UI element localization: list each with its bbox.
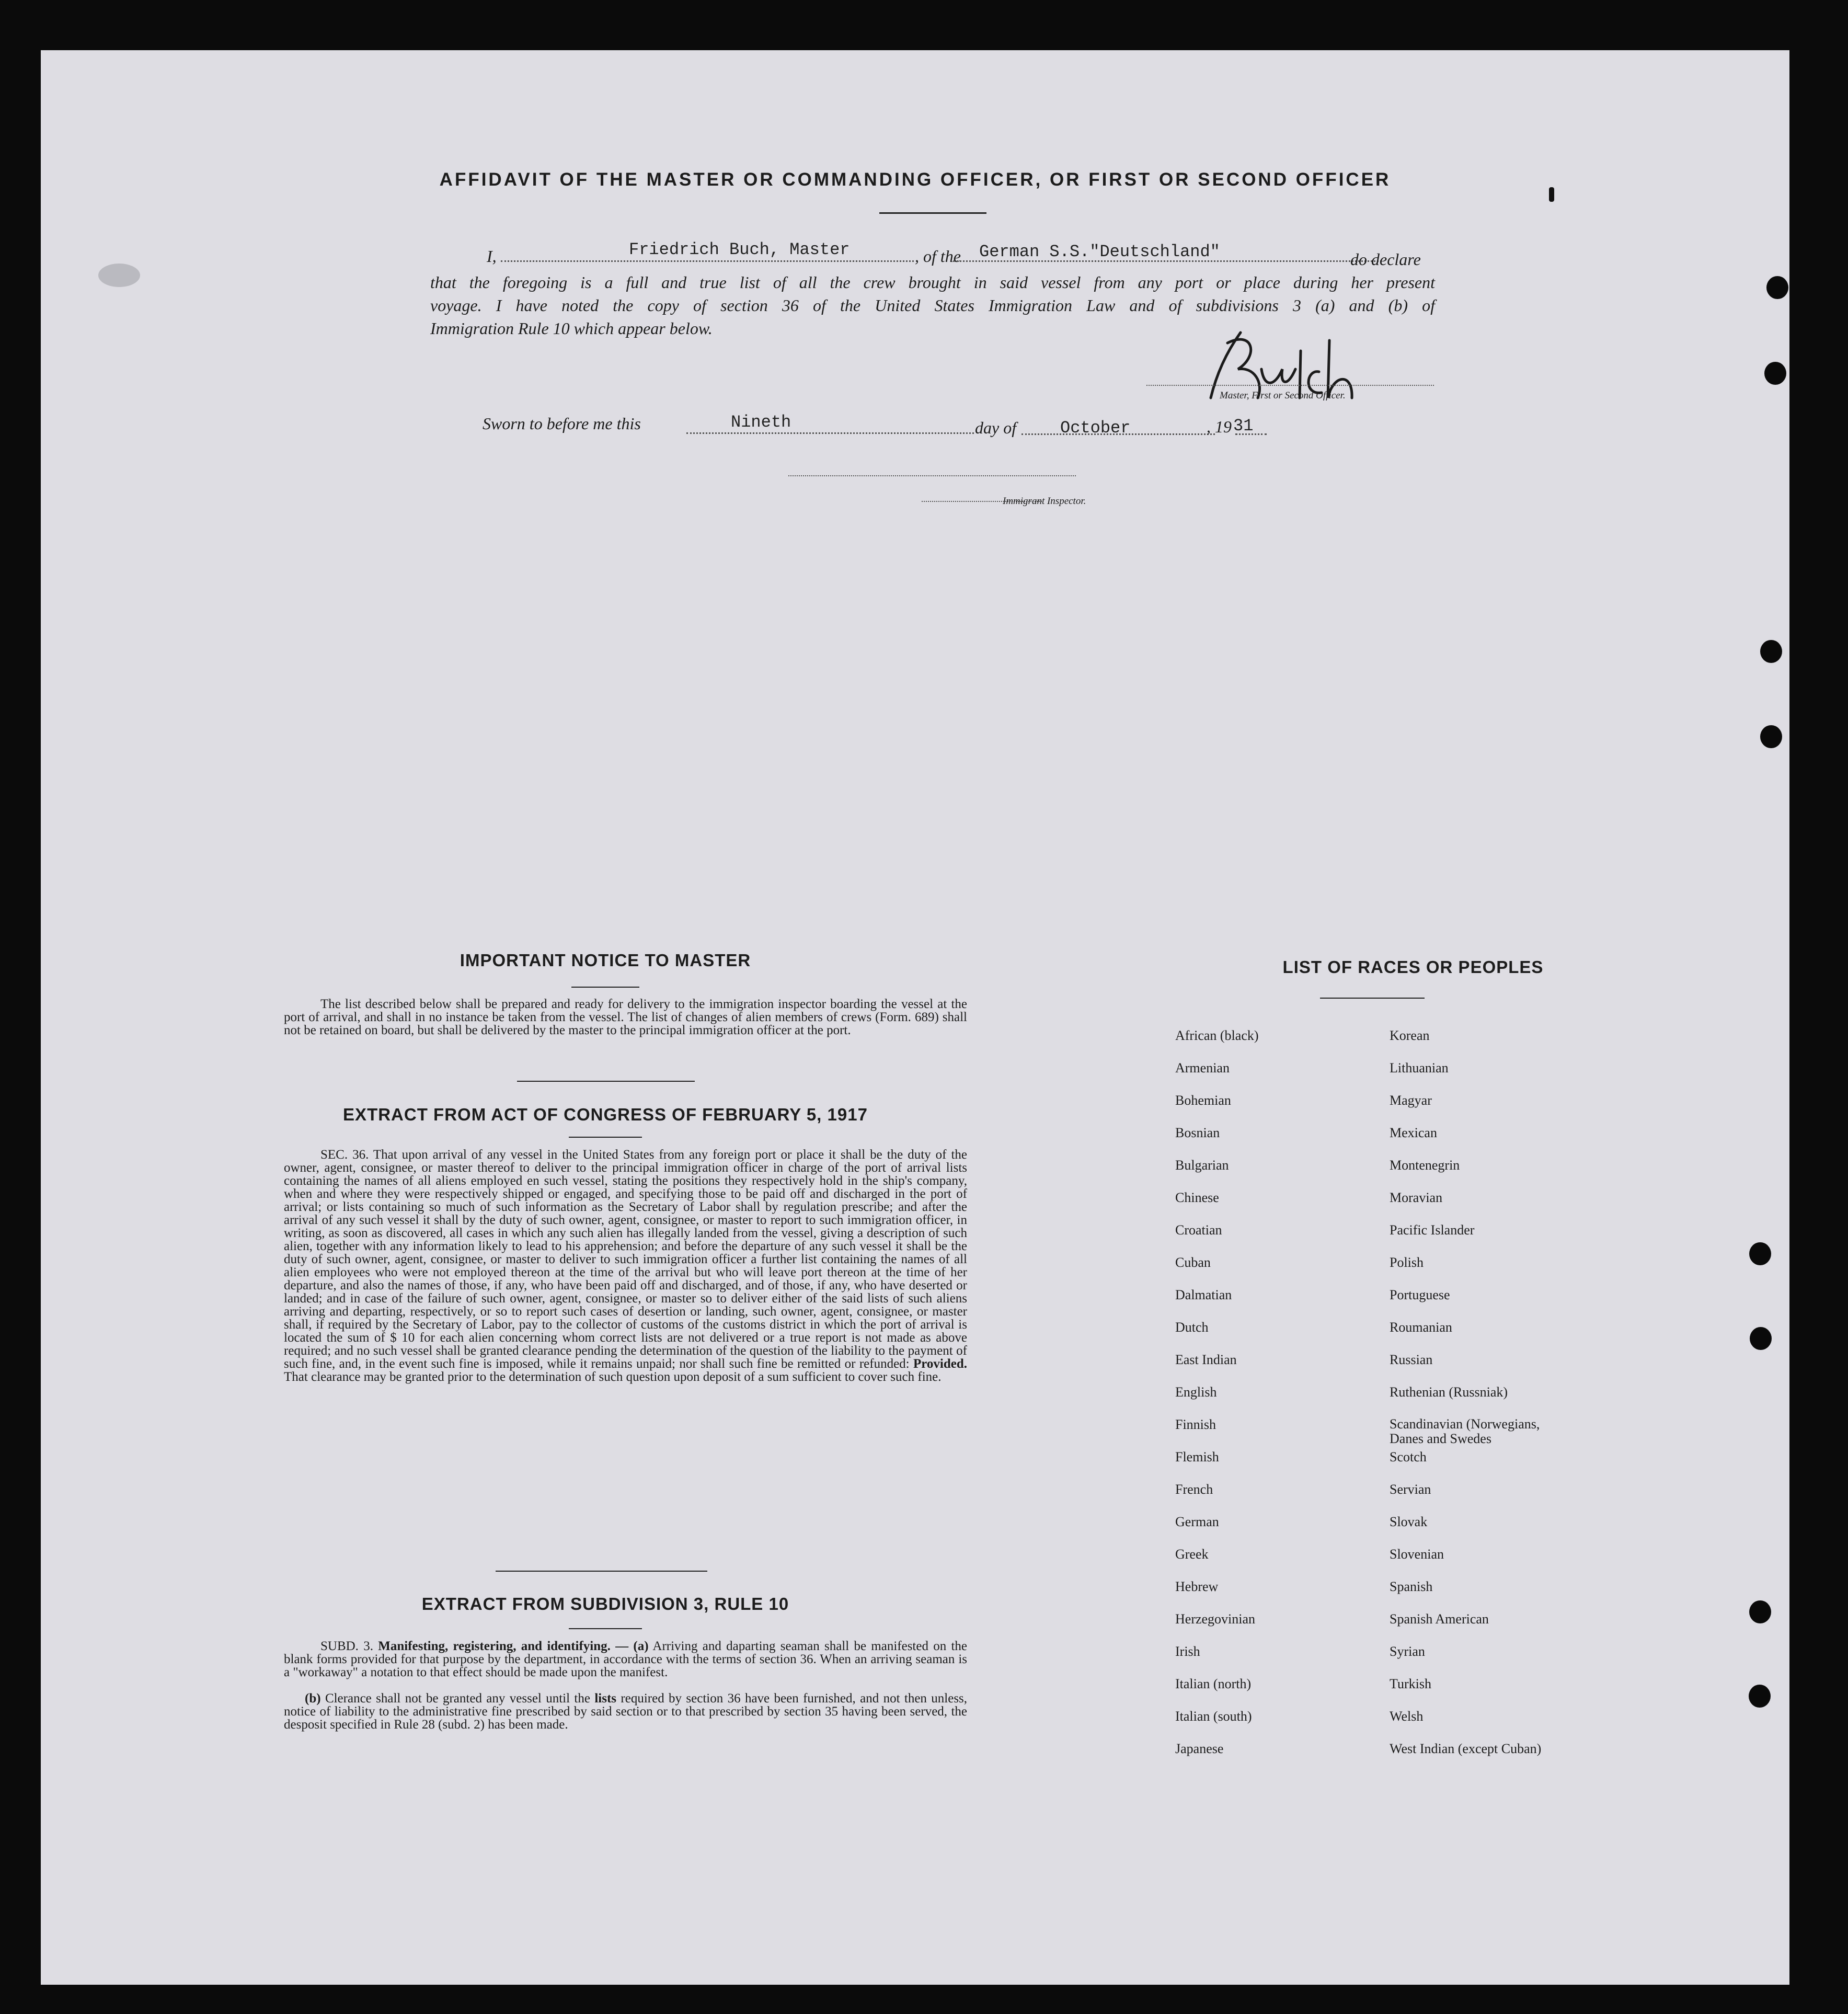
race-item: French: [1175, 1482, 1213, 1497]
act-text: [284, 1148, 967, 1383]
affidavit-title: AFFIDAVIT OF THE MASTER OR COMMANDING OFFICER, OR FIRST OR SECOND OFFICER: [439, 169, 1391, 190]
race-item: Bohemian: [1175, 1093, 1231, 1108]
race-item: Croatian: [1175, 1222, 1222, 1238]
rule-subd-b: [284, 1692, 967, 1731]
affidavit-body-line-3: Immigration Rule 10 which appear below.: [430, 319, 713, 338]
race-item: Polish: [1390, 1255, 1424, 1270]
race-item: Slovak: [1390, 1514, 1428, 1529]
race-item: Japanese: [1175, 1741, 1224, 1756]
day-of-label: day of: [975, 418, 1017, 437]
race-item: Bulgarian: [1175, 1158, 1229, 1173]
race-item: Bosnian: [1175, 1125, 1220, 1140]
race-item: African (black): [1175, 1028, 1259, 1043]
race-item: Ruthenian (Russniak): [1390, 1384, 1508, 1400]
rule-subd-b-text-1: Clerance shall not be granted any vessel until the: [325, 1691, 590, 1706]
race-item: Herzegovinian: [1175, 1611, 1256, 1627]
title-divider: [879, 212, 986, 214]
race-item: Spanish: [1390, 1579, 1433, 1594]
sworn-day: Nineth: [731, 413, 791, 432]
race-item: Roumanian: [1390, 1320, 1452, 1335]
race-item: Servian: [1390, 1482, 1431, 1497]
race-item: Irish: [1175, 1644, 1200, 1659]
binder-hole: [1766, 276, 1788, 299]
race-item: Syrian: [1390, 1644, 1425, 1659]
inspector-dotted-line: [788, 475, 1076, 476]
binder-hole: [1750, 1327, 1772, 1350]
master-name: Friedrich Buch, Master: [629, 240, 850, 259]
binder-hole: [1749, 1242, 1771, 1265]
race-item: Turkish: [1390, 1676, 1431, 1691]
binder-hole: [1760, 725, 1782, 748]
races-title-divider: [1320, 998, 1425, 999]
year-dotted-line: [1235, 433, 1267, 435]
race-item: Magyar: [1390, 1093, 1432, 1108]
affidavit-i: I,: [487, 247, 497, 266]
race-item: Pacific Islander: [1390, 1222, 1475, 1238]
race-item: Cuban: [1175, 1255, 1211, 1270]
race-item: English: [1175, 1384, 1217, 1400]
notice-text: The list described below shall be prepared and ready for delivery to the immigration inspector boarding the vessel at the port of arrival, and shall in no instance be taken from the vessel. The list of changes of alien members of crews (Form. 689) shall not be retained on board, but shall be delivered by the master to the principal immigration officer at the port.: [284, 997, 967, 1037]
race-item: Portuguese: [1390, 1287, 1450, 1302]
race-item: German: [1175, 1514, 1219, 1529]
race-item: Greek: [1175, 1547, 1209, 1562]
do-declare-label: do declare: [1350, 250, 1421, 269]
race-item: Dalmatian: [1175, 1287, 1232, 1302]
rule-subd-prefix: SUBD. 3.: [320, 1639, 373, 1653]
race-item: Scandinavian (Norwegians, Danes and Swedes: [1390, 1416, 1540, 1446]
rule-subd-b-lists: lists: [594, 1691, 617, 1706]
vessel-name: German S.S."Deutschland": [979, 242, 1220, 261]
sworn-label: Sworn to before me this: [483, 414, 641, 433]
sworn-year: 31: [1233, 416, 1254, 436]
race-item: Moravian: [1390, 1190, 1443, 1205]
sworn-day-dotted-line: [686, 432, 974, 434]
rule-subd-a-text: Arriving and daparting seaman shall be manifested on the blank forms provided for that purpose by the department, in accordance with the terms of section 36. When an arriving seaman is a "workaway" a notation to that effect should be made upon the manifest.: [284, 1639, 968, 1679]
binder-hole: [1764, 362, 1786, 385]
notice-divider: [517, 1081, 695, 1082]
act-title-divider: [569, 1137, 642, 1138]
race-item: West Indian (except Cuban): [1390, 1741, 1542, 1756]
race-item: Armenian: [1175, 1060, 1230, 1075]
year-prefix: , 19: [1207, 417, 1232, 436]
race-item: Italian (south): [1175, 1709, 1252, 1724]
race-item: Welsh: [1390, 1709, 1424, 1724]
race-item: Spanish American: [1390, 1611, 1489, 1627]
race-item: Slovenian: [1390, 1547, 1444, 1562]
rule-subd-b-heading: (b): [305, 1691, 321, 1706]
notice-title: IMPORTANT NOTICE TO MASTER: [460, 951, 751, 970]
act-text-end: That clearance may be granted prior to the determination of such question upon deposit of a sum sufficient to cover such fine.: [284, 1370, 942, 1384]
rule-subd-a-heading: Manifesting, registering, and identifying. — (a): [378, 1639, 649, 1653]
inspector-caption: Immigrant Inspector.: [1003, 496, 1086, 507]
race-item: Lithuanian: [1390, 1060, 1449, 1075]
race-item: Mexican: [1390, 1125, 1437, 1140]
binder-hole: [1749, 1685, 1771, 1708]
act-title: EXTRACT FROM ACT OF CONGRESS OF FEBRUARY 5, 1917: [343, 1105, 868, 1124]
signature-dotted-line: [1146, 385, 1434, 386]
signature-caption: Master, First or Second Officer.: [1220, 390, 1346, 401]
race-item: Finnish: [1175, 1417, 1216, 1432]
rule-title-divider: [569, 1628, 642, 1629]
act-provided: Provided.: [913, 1357, 968, 1371]
act-text-main: SEC. 36. That upon arrival of any vessel in the United States from any foreign port or place it shall be the duty of the owner, agent, consignee, or master thereof to deliver to the principal immigration officer in charge of the port of arrival lists containing the names of all aliens employed en such vessel, stating the positions they respectively hold in the ship's company, when and where they were respectively shipped or engaged, and specifying those to be paid off and discharged in the port of arrival; or lists containing so much of such information as the Secretary of Labor shall by regulation prescribe; and after the arrival of any such vessel it shall by the duty of such owner, agent, consignee, or master to report to such immigration officer, in writing, as soon as discovered, all cases in which any such alien has illegally landed from the vessel, giving a description of such alien, together with any information likely to lead to his apprehension; and before the departure of any such vessel it shall be the duty of such owner, agent, consignee, or master to deliver to such immigration officer a further list containing the names of all alien employees who were not employed thereon at the time of the arrival but who will leave port thereon at the time of her departure, and also the names of those, if any, who have been paid off and discharged, and of those, if any, who have deserted or landed; and in case of the failure of such owner, agent, consignee, or master so to deliver either of the said lists of such aliens arriving and departing, respectively, or so to report such cases of desertion or landing, such owner, agent, consignee, or master shall, if required by the Secretary of Labor, pay to the collector of customs of the customs district in which the port of arrival is located the sum of $ 10 for each alien concerning whom correct lists are not delivered or a true report is not made as above required; and no such vessel shall be granted clearance pending the determination of the question of the liability to the payment of such fine, and, in the event such fine is imposed, while it remains unpaid; nor shall such fine be remitted or refunded:: [284, 1148, 967, 1371]
document-page: [41, 50, 1789, 1985]
race-item: Korean: [1390, 1028, 1430, 1043]
affidavit-body-line-1: that the foregoing is a full and true list of all the crew brought in said vessel from any port or place during her present: [430, 273, 1435, 292]
race-item: Italian (north): [1175, 1676, 1252, 1691]
rule-title: EXTRACT FROM SUBDIVISION 3, RULE 10: [421, 1594, 789, 1614]
binder-hole: [1749, 1600, 1771, 1623]
scan-smudge: [98, 264, 140, 287]
race-item: Hebrew: [1175, 1579, 1219, 1594]
name-dotted-line: [501, 260, 914, 262]
notice-title-divider: [571, 987, 639, 988]
race-item: Dutch: [1175, 1320, 1209, 1335]
scan-mark: [1549, 187, 1554, 202]
binder-hole: [1760, 640, 1782, 663]
race-item: Scotch: [1390, 1449, 1427, 1464]
act-divider: [496, 1571, 707, 1572]
race-item: Montenegrin: [1390, 1158, 1460, 1173]
affidavit-body-line-2: voyage. I have noted the copy of section 36 of the United States Immigration Law and of subdivisions 3 (a) and (b) of: [430, 296, 1435, 315]
sworn-month: October: [1060, 418, 1131, 438]
race-item: Chinese: [1175, 1190, 1219, 1205]
race-item: Russian: [1390, 1352, 1433, 1367]
races-title: LIST OF RACES OR PEOPLES: [1282, 957, 1544, 977]
of-the-label: , of the: [915, 247, 961, 266]
rule-subd-b-text-2: required by section 36 have been furnished, and not then unless, notice of liability to the administrative fine prescribed by said section or to that prescribed by section 35 having been served, the desposit specified in Rule 28 (subd. 2) has been made.: [284, 1691, 968, 1732]
race-item: Flemish: [1175, 1449, 1219, 1464]
rule-subd-a: [284, 1640, 967, 1679]
race-item: East Indian: [1175, 1352, 1237, 1367]
